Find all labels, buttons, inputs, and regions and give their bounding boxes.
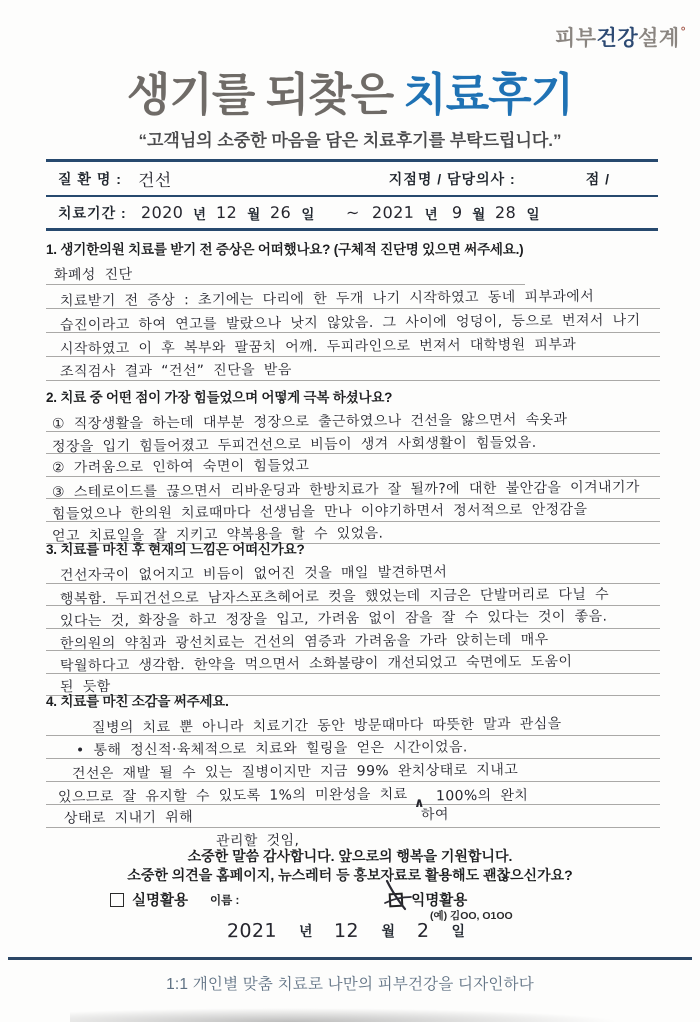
answer-line [46,629,660,652]
thanks-line-1: 소중한 말씀 감사합니다. 앞으로의 행복을 기원합니다. [187,848,513,864]
disease-label: 질 환 명 : [58,170,122,187]
page-title-blue: 치료후기 [403,69,574,120]
handwritten-text: 행복함. 두피건선으로 남자스포츠헤어로 컷을 했었는데 지금은 단발머리로 다닐 수 [59,586,610,607]
handwritten-text: 건선은 재발 될 수 있는 질병이지만 지금 99% 완치상태로 지내고 [71,762,519,782]
handwritten-text: 화폐성 진단 [53,266,133,284]
handwritten-text: • 통해 정신적·육체적으로 치료와 힐링을 얻은 시간이었음. [75,739,468,759]
handwritten-text: 된 듯함 [59,678,111,695]
period-start-day: 26 [270,202,292,223]
period-start-year: 2020 [140,202,184,223]
question-1-section [46,238,660,381]
handwritten-text: 탁월하다고 생각함. 한약을 먹으면서 소화불량이 개선되었고 숙면에도 도움이 [59,653,573,675]
handwritten-text: 있으므로 잘 유지할 수 있도록 1%의 미완성을 치료 [57,786,408,806]
disease-value: 건선 [137,170,172,192]
answer-line [46,454,660,477]
logo-text-prefix: 피부 [554,27,597,50]
answer-line [46,736,660,759]
footer-slogan: 1:1 개인별 맞춤 치료로 나만의 피부건강을 디자인하다 [166,976,534,993]
handwritten-text: 힘들었으나 한의원 치료때마다 선생님을 만나 이야기하면서 정서적으로 안정감을 [51,501,588,523]
year-unit: 년 [192,206,207,222]
thanks-line-2: 소중한 의견을 홈페이지, 뉴스레터 등 홍보자료로 활용해도 괜찮으신가요? [127,867,573,883]
page-title-gray: 생기를 되찾은 [126,69,394,120]
day-unit: 일 [301,206,315,222]
day-unit-2: 일 [526,206,540,222]
answer-line [46,432,660,455]
handwritten-text: 조직검사 결과 “건선” 진단을 받음 [59,361,292,381]
handwritten-text: 얻고 치료일을 잘 지키고 약복용을 할 수 있었음. [51,525,384,544]
question-2-heading: 2. 치료 중 어떤 점이 가장 힘들었으며 어떻게 극복 하셨나요? [46,390,393,405]
anonymous-option [389,889,467,910]
branch-suffix: 점 / [585,170,610,187]
answer-line [46,805,660,828]
handwritten-text: 관리할 것임, [215,832,300,850]
treatment-period-row [46,195,658,228]
closing-message [0,847,700,885]
question-1-heading: 1. 생기한의원 치료를 받기 전 증상은 어떠했나요? (구체적 진단명 있으면 써주세요.) [46,242,524,257]
answer-line [46,477,660,500]
checkbox-scribble-mark [381,879,417,913]
insertion-mark [408,784,449,824]
handwritten-text: 상태로 지내기 위해 [63,809,194,827]
handwritten-text: 습진이라고 하여 연고를 발랐으나 낫지 않았음. 그 사이에 엉덩이, 등으로 번져서 나기 [59,312,641,334]
caret-icon: ∧ [413,795,425,812]
date-year-value: 2021 [226,919,278,943]
question-4-heading: 4. 치료를 마친 소감을 써주세요. [46,694,229,709]
handwritten-text: 치료받기 전 증상 : 초기에는 다리에 한 두개 나기 시작하였고 동네 피부과에서 [59,288,595,310]
answer-line [46,333,660,357]
date-month-value: 12 [334,919,360,943]
date-month-unit: 월 [381,923,395,939]
month-unit-2: 월 [472,206,486,222]
date-day-value: 2 [416,919,430,943]
consent-options [110,889,640,910]
month-unit: 월 [247,206,261,222]
inserted-word: 하여 [420,806,449,824]
logo-degree-icon: ° [680,24,686,38]
answer-line [46,499,660,522]
question-3-heading: 3. 치료를 마친 후 현재의 느낌은 어떠신가요? [46,542,305,557]
branch-label: 지점명 / 담당의사 : [388,170,516,187]
handwritten-text: ② 가려움으로 인하여 숙면이 힘들었고 [51,457,310,477]
period-end-year: 2021 [372,202,415,223]
period-start-month: 12 [215,202,238,223]
year-unit-2: 년 [424,206,438,222]
handwritten-text: 건선자국이 없어지고 비듬이 없어진 것을 매일 발견하면서 [59,564,448,584]
answer-line [46,409,660,432]
answer-line [46,759,660,782]
logo-text-bold: 건강 [596,27,639,50]
answer-line [46,584,660,607]
answer-line [46,561,660,584]
page-subtitle: “고객님의 소중한 마음을 담은 치료후기를 부탁드립니다.” [138,131,562,150]
handwritten-text: ① 직장생활을 하는데 대부분 정장으로 출근하였으나 건선을 앓으면서 속옷과 [51,411,568,433]
page-title [0,58,700,123]
period-end-day: 28 [495,202,517,223]
question-4-section [46,690,660,851]
date-year-unit: 년 [298,923,313,939]
answer-line [46,285,660,309]
answer-line [46,357,660,381]
handwritten-text: 정장을 입기 힘들어졌고 두피건선으로 비듬이 생겨 사회생활이 힘들었음. [51,434,537,455]
example-note: (예) 김OO, O1OO [430,910,513,922]
date-day-unit: 일 [451,923,466,939]
answer-line [46,261,525,285]
real-name-checkbox[interactable] [110,893,124,907]
handwritten-text: 질병의 치료 뿐 아니라 치료기간 동안 방문때마다 따뜻한 말과 관심을 [91,715,562,737]
period-end-month: 9 [451,202,463,223]
handwritten-text: 한의원의 약침과 광선치료는 건선의 염증과 가려움을 가라 앉히는데 매우 [59,631,549,652]
logo-text-suffix: 설계 [638,27,680,50]
answer-line [46,713,660,736]
disease-row [46,162,658,195]
scan-edge-artifact [70,1008,620,1022]
real-name-label: 실명활용 [132,893,189,909]
question-3-section [46,538,660,696]
handwritten-text: 시작하였고 이 후 복부와 팔꿈치 어깨. 두피라인으로 번져서 대학병원 피부과 [59,336,577,358]
handwritten-text: ③ 스테로이드를 끊으면서 리바운딩과 한방치료가 잘 될까?에 대한 불안감을 이겨내기가 [51,478,640,501]
name-field-label: 이름 : [210,894,240,907]
signature-date [0,920,700,942]
anonymous-label: 익명활용 [411,893,468,909]
patient-info-table [46,159,658,231]
answer-line [46,606,660,629]
answer-line [46,309,660,333]
clinic-logo [555,22,686,52]
handwritten-text: 있다는 것, 화장을 하고 정장을 입고, 가려움 없이 잠을 잘 수 있다는 것이 좋음. [59,608,608,630]
period-label: 치료기간 : [58,204,127,221]
period-tilde: ~ [346,202,361,223]
handwritten-text: 100%의 완치 [435,787,528,805]
footer-divider [8,957,692,960]
answer-line [46,651,660,674]
question-2-section [46,386,660,544]
